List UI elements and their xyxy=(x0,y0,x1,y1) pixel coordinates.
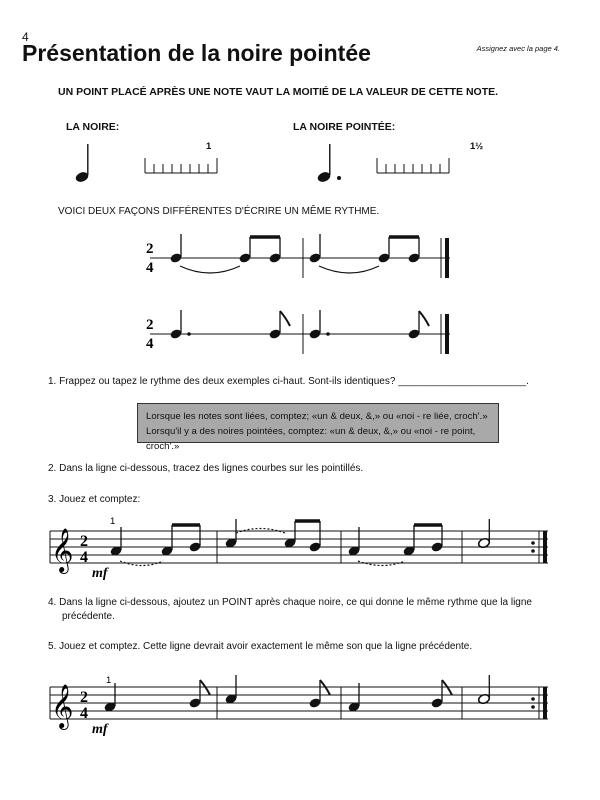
fingering-1: 1 xyxy=(110,516,116,527)
eighth-note xyxy=(268,311,290,340)
question-4-line1: 4. Dans la ligne ci-dessous, ajoutez un POINT après chaque noire, ce qui donne le même rythme que la ligne xyxy=(48,597,532,608)
note xyxy=(308,234,321,264)
time-sig-top-1: 2 xyxy=(146,241,154,257)
quarter-beat-ruler xyxy=(145,158,217,173)
page-title: Présentation de la noire pointée xyxy=(22,40,371,66)
quarter-note-symbol xyxy=(74,144,89,184)
question-2: 2. Dans la ligne ci-dessous, tracez des lignes courbes sur les pointillés. xyxy=(48,463,364,474)
note xyxy=(169,234,182,264)
tie xyxy=(319,266,379,273)
eighth-pair xyxy=(238,237,281,264)
rhythm-example-dotted xyxy=(146,310,450,354)
assign-note: Assignez avec la page 4. xyxy=(476,44,560,53)
quarter-note-label: LA NOIRE: xyxy=(66,121,120,133)
question-4-line2: précédente. xyxy=(62,611,115,622)
time-sig-top-3: 2 xyxy=(80,533,88,550)
eighth-note xyxy=(407,311,429,340)
dotted-note xyxy=(308,310,329,340)
treble-clef-icon: 𝄞 xyxy=(51,684,74,728)
dynamic-mf: mf xyxy=(92,722,108,737)
time-sig-top-5: 2 xyxy=(80,689,88,706)
time-sig-bottom-1: 4 xyxy=(146,260,154,276)
fingering-1: 1 xyxy=(106,675,112,686)
time-sig-bottom-5: 4 xyxy=(80,705,88,722)
question-3: 3. Jouez et comptez: xyxy=(48,494,141,505)
intro-text: VOICI DEUX FAÇONS DIFFÉRENTES D'ÉCRIRE UN MÊME RYTHME. xyxy=(58,206,380,217)
rhythm-example-tied xyxy=(146,234,450,278)
answer-blank-1[interactable]: _______________________. xyxy=(398,376,529,387)
dotted-quarter-label: LA NOIRE POINTÉE: xyxy=(293,121,396,133)
tip-line-tied: Lorsque les notes sont liées, comptez; «un & deux, &,» ou «noi - re liée, croch'.» xyxy=(146,411,488,422)
staff-exercise-5 xyxy=(50,675,548,737)
time-sig-bottom-2: 4 xyxy=(146,336,154,352)
question-1-text: 1. Frappez ou tapez le rythme des deux exemples ci-haut. Sont-ils identiques? xyxy=(48,376,396,387)
dotted-note xyxy=(169,310,190,340)
dotted-beat-ruler xyxy=(377,158,449,173)
rule-statement: UN POINT PLACÉ APRÈS UNE NOTE VAUT LA MOITIÉ DE LA VALEUR DE CETTE NOTE. xyxy=(58,86,499,98)
time-sig-top-2: 2 xyxy=(146,317,154,333)
tie xyxy=(180,266,240,273)
staff-exercise-3 xyxy=(50,516,548,581)
dynamic-mf: mf xyxy=(92,566,108,581)
quarter-count-label: 1 xyxy=(206,141,212,152)
page-number: 4 xyxy=(22,30,29,44)
dotted-count-label: 1½ xyxy=(470,141,484,152)
treble-clef-icon: 𝄞 xyxy=(51,528,74,572)
dotted-quarter-symbol xyxy=(316,144,341,184)
question-5: 5. Jouez et comptez. Cette ligne devrait avoir exactement le même son que la ligne précédente. xyxy=(48,641,473,652)
time-sig-bottom-3: 4 xyxy=(80,549,88,566)
eighth-pair xyxy=(377,237,420,264)
tip-line-dotted: Lorsqu'il y a des noires pointées, comptez: «un & deux, &,» ou «noi - re point, croch'.» xyxy=(146,426,476,452)
